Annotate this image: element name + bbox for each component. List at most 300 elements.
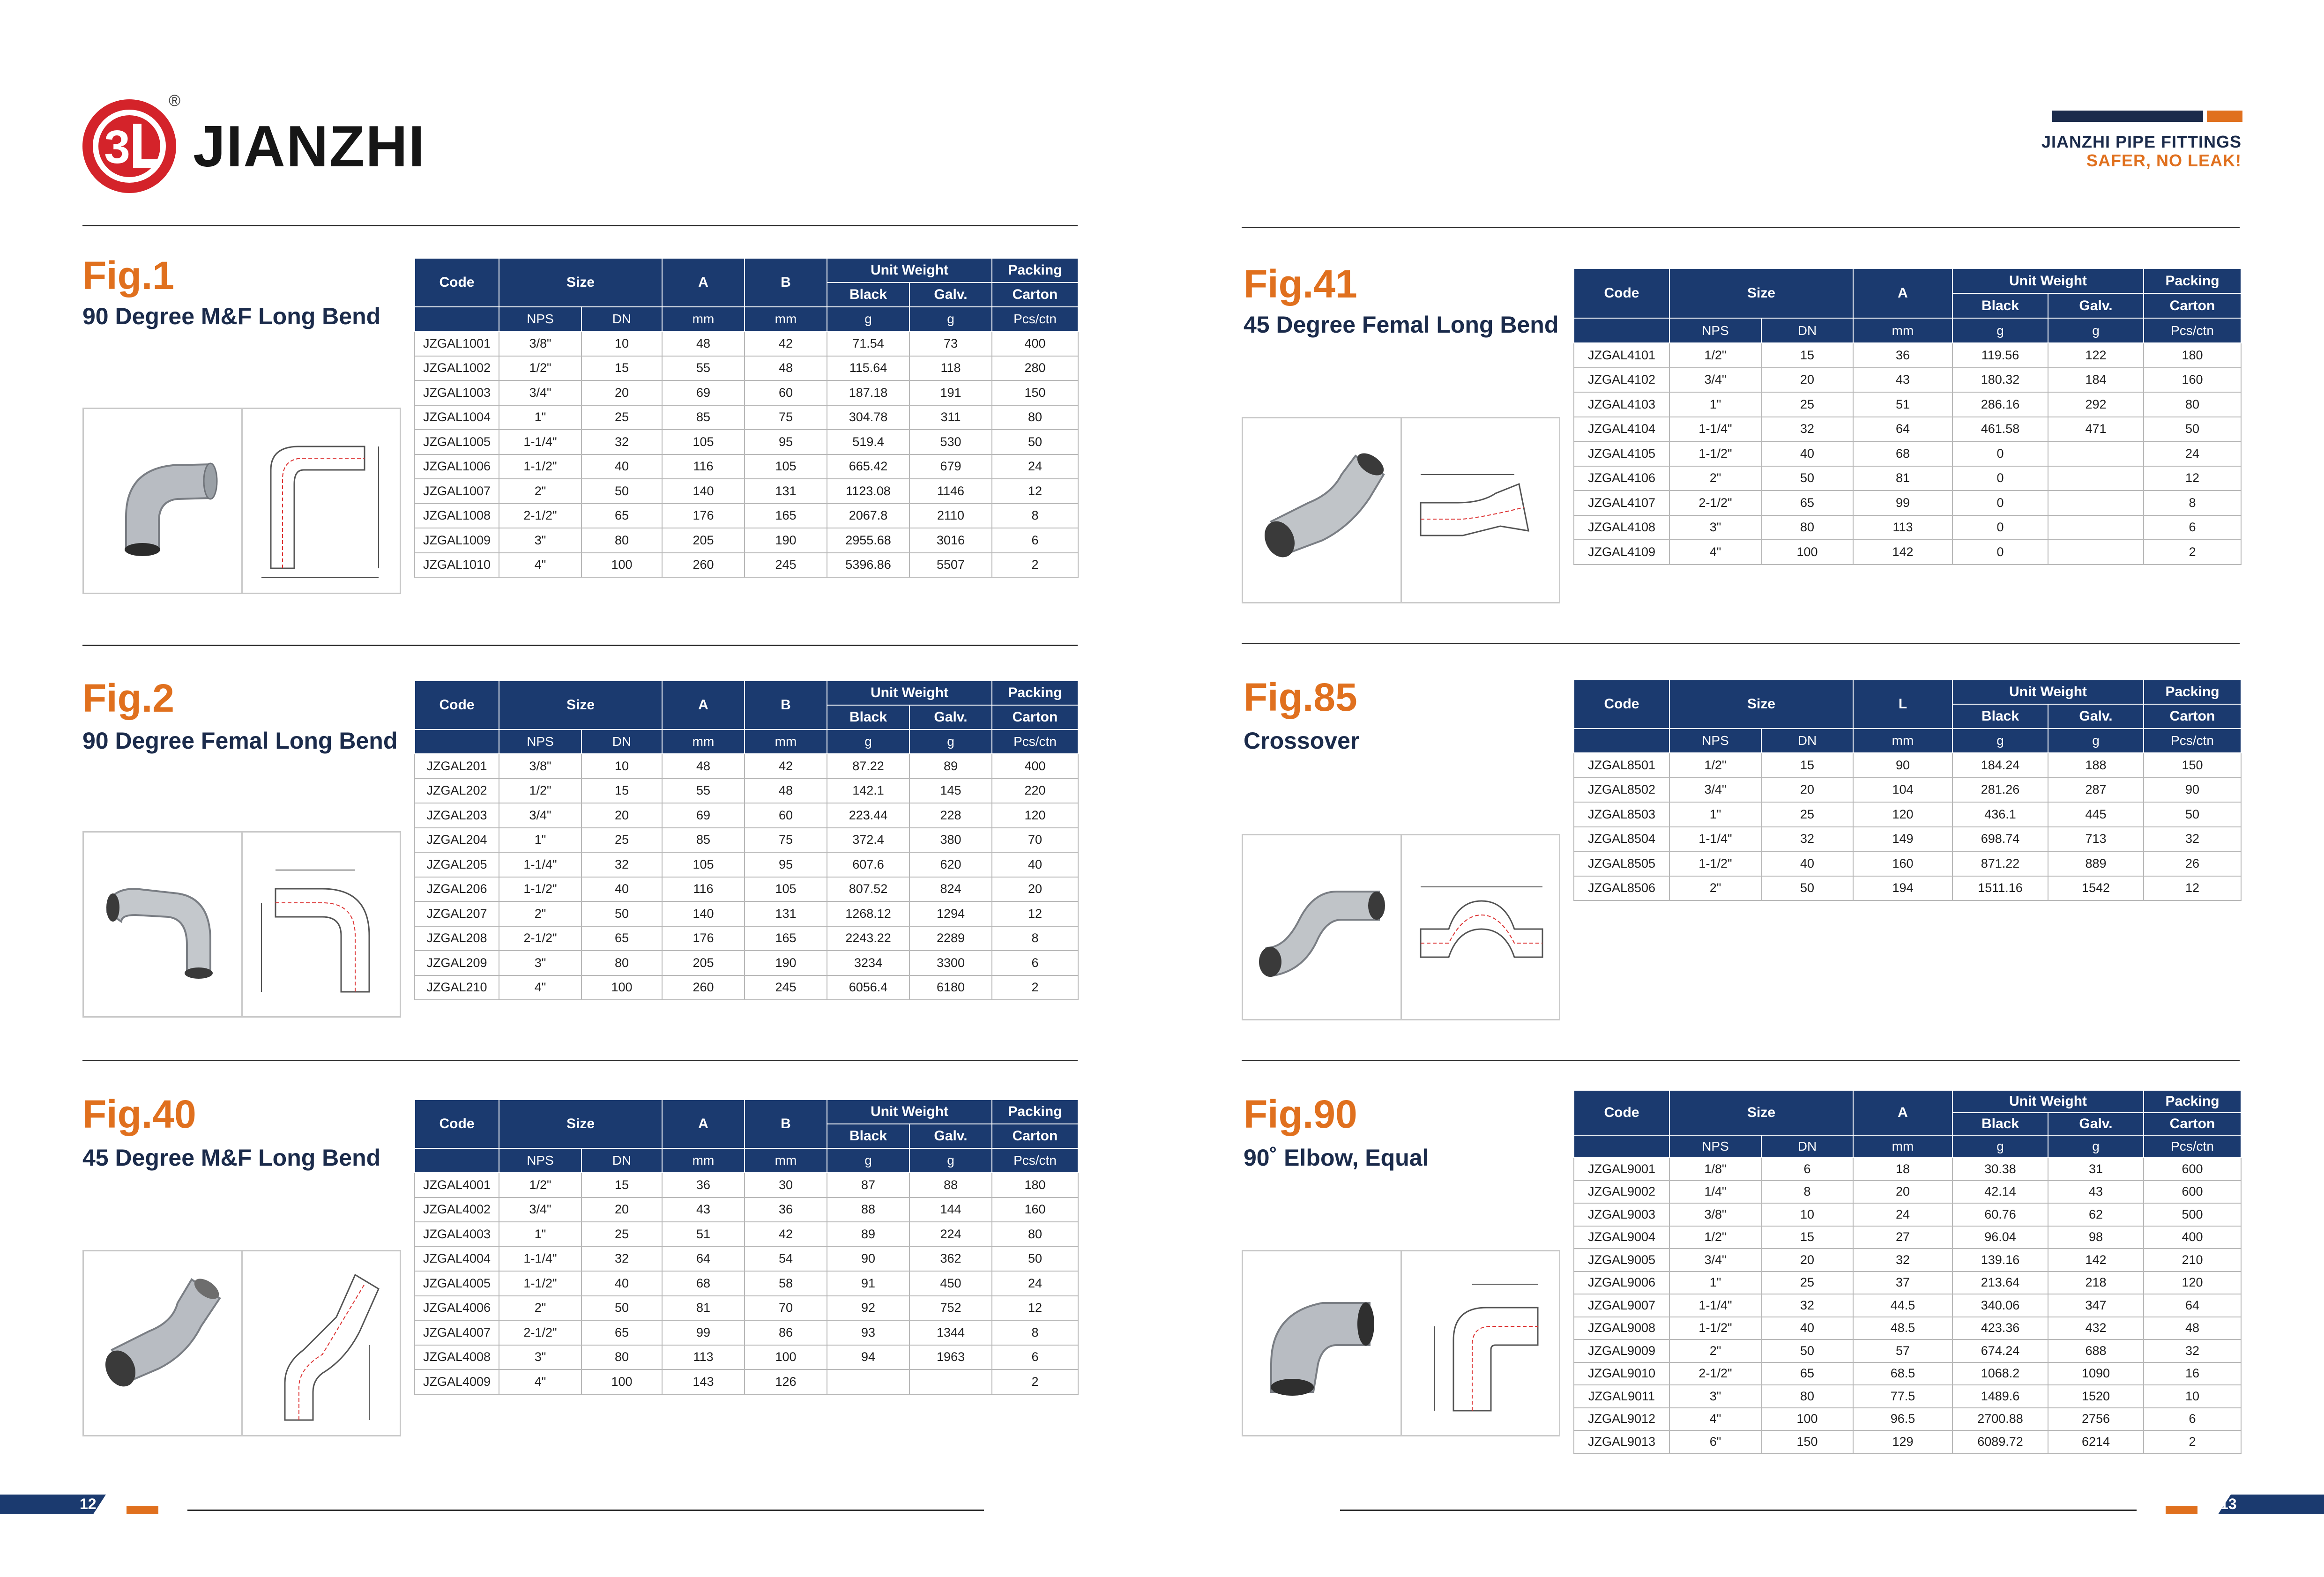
- table-row: [415, 951, 1078, 975]
- table-cell: JZGAL8503: [1574, 802, 1669, 827]
- table-cell: 48: [662, 331, 745, 356]
- table-cell: 3": [1669, 515, 1761, 540]
- table-cell: JZGAL209: [415, 951, 499, 975]
- table-cell: 100: [581, 975, 662, 1000]
- table-cell: 698.74: [1952, 827, 2048, 852]
- table-cell: 340.06: [1952, 1294, 2048, 1317]
- table-cell: 3/8": [499, 754, 581, 779]
- table-cell: 1-1/2": [499, 1271, 581, 1296]
- col-header-g: g: [909, 1148, 992, 1173]
- table-cell: JZGAL4009: [415, 1369, 499, 1394]
- col-header-galv: Galv.: [2048, 1113, 2144, 1135]
- table-cell: 51: [1853, 392, 1952, 417]
- table-cell: 43: [1853, 368, 1952, 393]
- col-header-mm: mm: [745, 307, 827, 331]
- table-cell: 2: [992, 553, 1078, 578]
- table-cell: [2048, 441, 2144, 466]
- table-cell: 58: [745, 1271, 827, 1296]
- col-header-carton: Carton: [2144, 704, 2241, 729]
- footer-rule-left: [187, 1510, 984, 1511]
- table-cell: 180: [2144, 343, 2241, 368]
- table-cell: 530: [909, 430, 992, 454]
- table-cell: 80: [992, 405, 1078, 430]
- col-header-pcs: Pcs/ctn: [2144, 1135, 2241, 1158]
- table-cell: 180.32: [1952, 368, 2048, 393]
- table-cell: 713: [2048, 827, 2144, 852]
- fig1-product-photo-icon: [84, 409, 241, 593]
- table-cell: 99: [662, 1320, 745, 1345]
- table-cell: 3": [1669, 1385, 1761, 1408]
- fig85-image-panel: [1242, 834, 1560, 1020]
- col-header-code-blank: [415, 307, 499, 331]
- table-row: [415, 1173, 1078, 1198]
- table-cell: 26: [2144, 851, 2241, 876]
- table-row: [415, 803, 1078, 828]
- table-cell: 245: [745, 975, 827, 1000]
- fig41-spec-table: [1573, 268, 2242, 565]
- table-cell: 140: [662, 901, 745, 926]
- table-cell: 400: [2144, 1226, 2241, 1249]
- table-cell: 0: [1952, 540, 2048, 565]
- col-header-g: g: [909, 307, 992, 331]
- col-header-code-blank: [1574, 318, 1669, 343]
- col-header-code-blank: [1574, 729, 1669, 753]
- table-cell: 10: [581, 331, 662, 356]
- fig90-image-panel: [1242, 1250, 1560, 1436]
- table-cell: 115.64: [827, 356, 909, 381]
- table-row: [415, 828, 1078, 853]
- table-cell: 50: [1761, 876, 1853, 901]
- table-cell: 1-1/2": [1669, 1317, 1761, 1340]
- table-cell: 116: [662, 877, 745, 902]
- table-row: [1574, 1272, 2241, 1294]
- table-cell: 25: [581, 828, 662, 853]
- table-cell: 436.1: [1952, 802, 2048, 827]
- svg-text:3: 3: [104, 121, 130, 173]
- table-cell: 4": [499, 1369, 581, 1394]
- table-cell: 1-1/2": [1669, 851, 1761, 876]
- fig40-image-panel: [82, 1250, 401, 1436]
- table-cell: 807.52: [827, 877, 909, 902]
- table-cell: 94: [827, 1345, 909, 1370]
- col-header-size: Size: [1669, 268, 1853, 318]
- table-cell: 205: [662, 528, 745, 553]
- table-cell: JZGAL9008: [1574, 1317, 1669, 1340]
- col-header-pcs: Pcs/ctn: [2144, 729, 2241, 753]
- col-header-dim: A: [662, 258, 745, 307]
- table-cell: 145: [909, 779, 992, 803]
- col-header-black: Black: [1952, 1113, 2048, 1135]
- fig1-technical-drawing-icon: [243, 409, 400, 593]
- table-cell: JZGAL8505: [1574, 851, 1669, 876]
- table-cell: 42: [745, 1222, 827, 1247]
- table-cell: JZGAL207: [415, 901, 499, 926]
- col-header-nps: NPS: [1669, 318, 1761, 343]
- table-cell: 40: [1761, 441, 1853, 466]
- table-cell: 48: [745, 779, 827, 803]
- col-header-galv: Galv.: [909, 705, 992, 729]
- table-row: [415, 430, 1078, 454]
- table-cell: 32: [581, 1247, 662, 1272]
- table-cell: 50: [581, 479, 662, 504]
- col-header-galv: Galv.: [909, 283, 992, 307]
- table-row: [1574, 441, 2241, 466]
- table-cell: JZGAL4008: [415, 1345, 499, 1370]
- tagline-company: JIANZHI PIPE FITTINGS: [2041, 132, 2242, 151]
- table-cell: 113: [1853, 515, 1952, 540]
- table-cell: 105: [745, 877, 827, 902]
- table-cell: 224: [909, 1222, 992, 1247]
- table-row: [1574, 417, 2241, 442]
- table-cell: 20: [1761, 778, 1853, 803]
- col-header-dn: DN: [1761, 318, 1853, 343]
- table-cell: 18: [1853, 1158, 1952, 1181]
- table-cell: 205: [662, 951, 745, 975]
- table-row: [415, 1271, 1078, 1296]
- table-cell: JZGAL205: [415, 852, 499, 877]
- table-cell: JZGAL4109: [1574, 540, 1669, 565]
- col-header-dim: L: [1853, 680, 1952, 729]
- table-cell: 423.36: [1952, 1317, 2048, 1340]
- table-cell: 245: [745, 553, 827, 578]
- table-cell: 48.5: [1853, 1317, 1952, 1340]
- table-cell: 20: [1761, 368, 1853, 393]
- table-cell: 143: [662, 1369, 745, 1394]
- table-cell: 1": [499, 828, 581, 853]
- table-cell: 8: [992, 504, 1078, 528]
- table-cell: 65: [581, 1320, 662, 1345]
- table-cell: 70: [992, 828, 1078, 853]
- table-cell: 362: [909, 1247, 992, 1272]
- table-cell: JZGAL9010: [1574, 1362, 1669, 1385]
- table-cell: 55: [662, 779, 745, 803]
- table-cell: 64: [662, 1247, 745, 1272]
- table-cell: 6: [992, 528, 1078, 553]
- table-cell: 81: [662, 1296, 745, 1321]
- table-cell: 0: [1952, 491, 2048, 515]
- table-cell: 10: [1761, 1203, 1853, 1226]
- col-header-unit-weight: Unit Weight: [1952, 680, 2144, 704]
- table-cell: 32: [581, 430, 662, 454]
- col-header-mm: mm: [1853, 1135, 1952, 1158]
- col-header-dn: DN: [1761, 729, 1853, 753]
- table-cell: 347: [2048, 1294, 2144, 1317]
- col-header-g: g: [2048, 1135, 2144, 1158]
- table-cell: 50: [1761, 1339, 1853, 1362]
- table-cell: 25: [581, 405, 662, 430]
- table-cell: 286.16: [1952, 392, 2048, 417]
- table-cell: JZGAL4007: [415, 1320, 499, 1345]
- table-cell: 218: [2048, 1272, 2144, 1294]
- col-header-unit-weight: Unit Weight: [827, 681, 992, 705]
- table-cell: 44.5: [1853, 1294, 1952, 1317]
- table-cell: 210: [2144, 1249, 2241, 1272]
- table-cell: 80: [581, 951, 662, 975]
- table-cell: 80: [581, 1345, 662, 1370]
- table-cell: 2-1/2": [499, 504, 581, 528]
- table-cell: 6214: [2048, 1430, 2144, 1453]
- col-header-galv: Galv.: [2048, 293, 2144, 318]
- table-cell: JZGAL203: [415, 803, 499, 828]
- footer-rule-right: [1340, 1510, 2137, 1511]
- table-cell: 8: [1761, 1181, 1853, 1204]
- table-cell: 87.22: [827, 754, 909, 779]
- table-cell: 60: [745, 380, 827, 405]
- table-cell: 2: [2144, 1430, 2241, 1453]
- table-cell: 3/4": [1669, 778, 1761, 803]
- table-cell: 160: [2144, 368, 2241, 393]
- table-cell: 4": [1669, 1408, 1761, 1431]
- table-cell: 142: [1853, 540, 1952, 565]
- col-header-g: g: [1952, 318, 2048, 343]
- col-header-g: g: [909, 729, 992, 754]
- col-header-pcs: Pcs/ctn: [992, 729, 1078, 754]
- col-header-packing: Packing: [992, 258, 1078, 283]
- col-header-carton: Carton: [2144, 293, 2241, 318]
- table-cell: 24: [992, 454, 1078, 479]
- table-row: [415, 331, 1078, 356]
- section-divider: [1242, 643, 2240, 644]
- table-cell: 176: [662, 504, 745, 528]
- section-divider: [82, 1060, 1078, 1061]
- table-cell: 3016: [909, 528, 992, 553]
- fig85-product-photo-icon: [1243, 835, 1400, 1019]
- col-header-g: g: [1952, 1135, 2048, 1158]
- col-header-mm: mm: [662, 729, 745, 754]
- table-row: [1574, 368, 2241, 393]
- table-cell: 120: [2144, 1272, 2241, 1294]
- table-cell: 188: [2048, 753, 2144, 778]
- table-cell: 98: [2048, 1226, 2144, 1249]
- col-header-dim: A: [662, 681, 745, 729]
- table-cell: 120: [1853, 802, 1952, 827]
- table-cell: JZGAL9006: [1574, 1272, 1669, 1294]
- col-header-code: Code: [415, 1100, 499, 1148]
- table-cell: 3/4": [499, 1198, 581, 1222]
- table-cell: 20: [1853, 1181, 1952, 1204]
- table-row: [1574, 1158, 2241, 1181]
- fig40-technical-drawing-icon: [243, 1251, 400, 1435]
- table-row: [1574, 753, 2241, 778]
- table-cell: 32: [1761, 1294, 1853, 1317]
- table-cell: 620: [909, 852, 992, 877]
- table-row: [415, 1222, 1078, 1247]
- table-cell: 139.16: [1952, 1249, 2048, 1272]
- col-header-pcs: Pcs/ctn: [992, 1148, 1078, 1173]
- table-cell: 16: [2144, 1362, 2241, 1385]
- fig85-spec-table: [1573, 679, 2242, 901]
- col-header-g: g: [827, 1148, 909, 1173]
- col-header-code-blank: [415, 729, 499, 754]
- table-cell: 88: [909, 1173, 992, 1198]
- table-cell: 1-1/4": [499, 430, 581, 454]
- table-row: [1574, 1385, 2241, 1408]
- table-cell: 2955.68: [827, 528, 909, 553]
- table-cell: 20: [992, 877, 1078, 902]
- table-row: [415, 454, 1078, 479]
- table-cell: 12: [992, 1296, 1078, 1321]
- fig90-technical-drawing-icon: [1402, 1251, 1559, 1435]
- table-cell: 190: [745, 951, 827, 975]
- col-header-pcs: Pcs/ctn: [992, 307, 1078, 331]
- fig85-technical-drawing-icon: [1402, 835, 1559, 1019]
- table-cell: JZGAL9007: [1574, 1294, 1669, 1317]
- table-cell: 1294: [909, 901, 992, 926]
- table-row: [415, 1198, 1078, 1222]
- table-cell: JZGAL9004: [1574, 1226, 1669, 1249]
- fig41-technical-drawing-icon: [1402, 418, 1559, 602]
- fig2-image-panel: [82, 831, 401, 1018]
- table-cell: 15: [1761, 753, 1853, 778]
- table-cell: JZGAL4108: [1574, 515, 1669, 540]
- table-cell: 85: [662, 405, 745, 430]
- col-header-size: Size: [499, 1100, 662, 1148]
- table-cell: 69: [662, 380, 745, 405]
- col-header-unit-weight: Unit Weight: [1952, 1090, 2144, 1113]
- table-cell: 89: [827, 1222, 909, 1247]
- table-cell: 25: [1761, 1272, 1853, 1294]
- table-row: [1574, 466, 2241, 491]
- table-cell: 1": [1669, 392, 1761, 417]
- table-row: [1574, 343, 2241, 368]
- table-cell: 100: [581, 553, 662, 578]
- table-row: [415, 1247, 1078, 1272]
- table-cell: 3": [499, 528, 581, 553]
- col-header-black: Black: [1952, 704, 2048, 729]
- table-cell: 1268.12: [827, 901, 909, 926]
- table-cell: JZGAL9011: [1574, 1385, 1669, 1408]
- col-header-black: Black: [827, 283, 909, 307]
- table-cell: 24: [2144, 441, 2241, 466]
- table-cell: JZGAL202: [415, 779, 499, 803]
- table-cell: JZGAL4005: [415, 1271, 499, 1296]
- table-cell: 42: [745, 331, 827, 356]
- table-cell: 32: [1761, 827, 1853, 852]
- fig40-title: Fig.40: [82, 1092, 196, 1136]
- table-cell: 10: [581, 754, 662, 779]
- table-cell: 0: [1952, 466, 2048, 491]
- col-header-g: g: [827, 307, 909, 331]
- table-cell: 15: [581, 356, 662, 381]
- table-cell: 149: [1853, 827, 1952, 852]
- table-cell: 260: [662, 553, 745, 578]
- table-cell: 2: [992, 1369, 1078, 1394]
- table-cell: 73: [909, 331, 992, 356]
- table-cell: 40: [992, 852, 1078, 877]
- col-header-dn: DN: [581, 729, 662, 754]
- table-cell: 15: [581, 779, 662, 803]
- table-cell: 77.5: [1853, 1385, 1952, 1408]
- table-row: [415, 479, 1078, 504]
- table-cell: 10: [2144, 1385, 2241, 1408]
- table-cell: 32: [2144, 827, 2241, 852]
- col-header-packing: Packing: [992, 681, 1078, 705]
- table-cell: 100: [1761, 1408, 1853, 1431]
- table-row: [415, 405, 1078, 430]
- header-accent-bar-orange: [2207, 111, 2242, 122]
- table-cell: 36: [1853, 343, 1952, 368]
- table-cell: 2700.88: [1952, 1408, 2048, 1431]
- table-cell: 607.6: [827, 852, 909, 877]
- table-cell: JZGAL1008: [415, 504, 499, 528]
- table-cell: JZGAL9012: [1574, 1408, 1669, 1431]
- table-cell: JZGAL1001: [415, 331, 499, 356]
- table-cell: 30.38: [1952, 1158, 2048, 1181]
- table-cell: 86: [745, 1320, 827, 1345]
- table-cell: 600: [2144, 1181, 2241, 1204]
- table-cell: 1963: [909, 1345, 992, 1370]
- col-header-mm: mm: [662, 307, 745, 331]
- table-cell: 6180: [909, 975, 992, 1000]
- table-cell: 194: [1853, 876, 1952, 901]
- table-cell: 1-1/4": [499, 1247, 581, 1272]
- table-cell: 12: [2144, 466, 2241, 491]
- table-cell: JZGAL1004: [415, 405, 499, 430]
- table-cell: JZGAL204: [415, 828, 499, 853]
- table-cell: 1/2": [499, 1173, 581, 1198]
- table-cell: 1/2": [1669, 343, 1761, 368]
- table-row: [1574, 851, 2241, 876]
- table-cell: JZGAL4001: [415, 1173, 499, 1198]
- table-cell: 1-1/4": [499, 852, 581, 877]
- table-cell: 25: [581, 1222, 662, 1247]
- table-cell: 40: [581, 454, 662, 479]
- col-header-black: Black: [827, 1124, 909, 1148]
- table-cell: 75: [745, 828, 827, 853]
- table-cell: 120: [992, 803, 1078, 828]
- table-row: [1574, 1249, 2241, 1272]
- table-cell: 92: [827, 1296, 909, 1321]
- table-cell: 50: [992, 1247, 1078, 1272]
- table-cell: 80: [1761, 515, 1853, 540]
- table-cell: 81: [1853, 466, 1952, 491]
- table-cell: 55: [662, 356, 745, 381]
- table-cell: 400: [992, 754, 1078, 779]
- table-cell: 6: [992, 951, 1078, 975]
- table-cell: 2-1/2": [1669, 1362, 1761, 1385]
- table-cell: 1542: [2048, 876, 2144, 901]
- table-cell: JZGAL206: [415, 877, 499, 902]
- table-cell: 144: [909, 1198, 992, 1222]
- table-cell: 36: [662, 1173, 745, 1198]
- table-cell: 118: [909, 356, 992, 381]
- table-cell: 228: [909, 803, 992, 828]
- col-header-nps: NPS: [499, 307, 581, 331]
- table-cell: 40: [1761, 851, 1853, 876]
- table-row: [415, 901, 1078, 926]
- table-cell: 2-1/2": [499, 926, 581, 951]
- col-header-code-blank: [1574, 1135, 1669, 1158]
- table-cell: 12: [2144, 876, 2241, 901]
- fig85-subtitle: Crossover: [1244, 728, 1360, 754]
- col-header-carton: Carton: [992, 283, 1078, 307]
- footer-accent-right: [2166, 1506, 2197, 1514]
- table-cell: 105: [745, 454, 827, 479]
- table-cell: JZGAL9003: [1574, 1203, 1669, 1226]
- col-header-mm: mm: [1853, 729, 1952, 753]
- table-cell: 3/4": [499, 803, 581, 828]
- col-header-g: g: [827, 729, 909, 754]
- table-cell: 3234: [827, 951, 909, 975]
- table-cell: 1-1/2": [499, 454, 581, 479]
- table-cell: JZGAL210: [415, 975, 499, 1000]
- table-cell: 85: [662, 828, 745, 853]
- table-row: [415, 528, 1078, 553]
- fig41-subtitle: 45 Degree Femal Long Bend: [1244, 312, 1559, 338]
- table-cell: 0: [1952, 515, 2048, 540]
- table-cell: 1123.08: [827, 479, 909, 504]
- table-cell: 1/2": [1669, 753, 1761, 778]
